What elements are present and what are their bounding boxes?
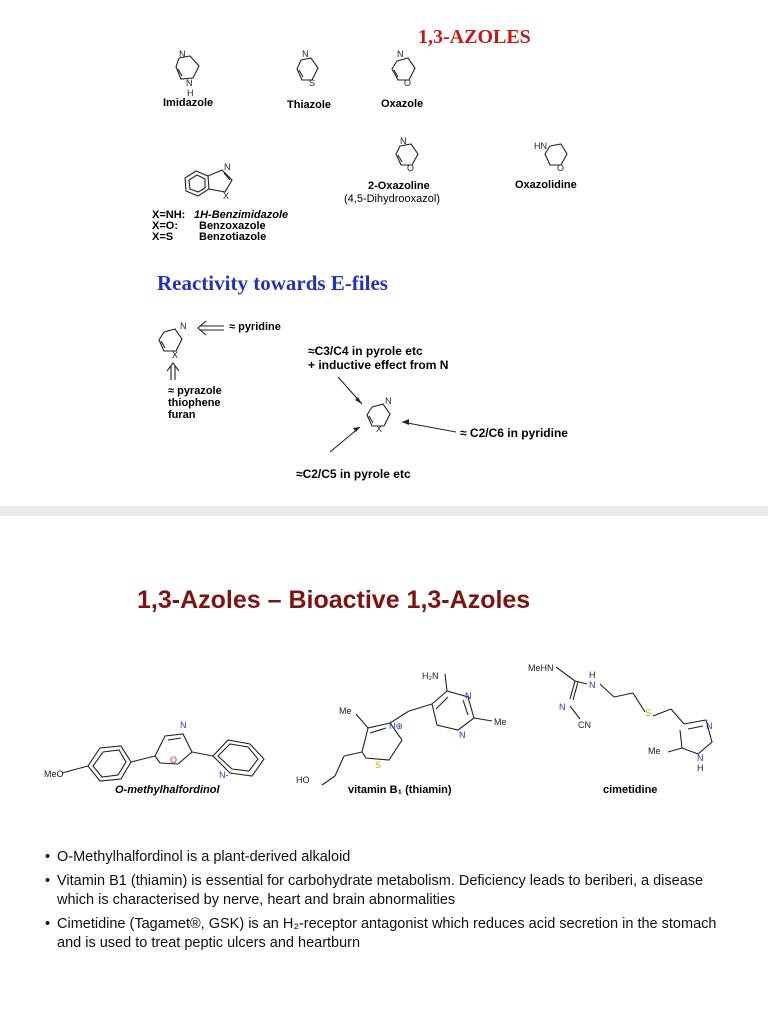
- thiazole-structure: [297, 58, 318, 80]
- key-benzotiazole: Benzotiazole: [199, 231, 267, 243]
- atom-s: S: [645, 708, 652, 718]
- atom-n: N: [400, 136, 407, 146]
- atom-n-plus: N⊕: [389, 721, 404, 731]
- atom-n: N: [397, 49, 404, 59]
- cimetidine-label: cimetidine: [603, 784, 658, 796]
- halfordinol-label: [115, 784, 220, 796]
- key-x-s: X=S: [152, 231, 174, 243]
- atom-o: O: [557, 163, 565, 173]
- slide-1-structures: [0, 0, 768, 506]
- bullet-dot: •: [45, 916, 51, 932]
- atom-hn: HN: [534, 141, 547, 151]
- atom-me: Me: [648, 746, 661, 756]
- arrow-c2c6: [402, 422, 456, 432]
- bullet-dot: •: [45, 849, 51, 865]
- bullet-item-1: [45, 848, 717, 867]
- key-benzimidazole: 1H-Benzimidazole: [194, 209, 289, 221]
- o-methylhalfordinol-structure: [62, 734, 264, 781]
- atom-x: X: [376, 424, 383, 434]
- atom-h2n: H₂N: [422, 671, 439, 681]
- slide-2-title: 1,3-Azoles – Bioactive 1,3-Azoles: [137, 586, 531, 614]
- imidazole-label: Imidazole: [163, 97, 214, 109]
- atom-n: N: [459, 730, 466, 740]
- atom-n: N: [224, 162, 231, 172]
- bullet-item-2: [45, 872, 707, 910]
- slide-1-azoles-overview: [0, 0, 768, 506]
- oxazoline-structure: [396, 144, 418, 165]
- atom-n: N: [180, 720, 187, 730]
- note-inductive: + inductive effect from N: [308, 358, 449, 372]
- bullet-item-3: [45, 915, 717, 953]
- atom-h: H: [187, 88, 194, 98]
- oxazoline-label: 2-Oxazoline: [368, 180, 430, 192]
- note-thiophene: thiophene: [168, 397, 221, 409]
- note-c2c5: ≈C2/C5 in pyrole etc: [296, 467, 411, 481]
- atom-n: N: [697, 753, 704, 763]
- atom-n: N: [706, 721, 713, 731]
- atom-n: N-: [219, 770, 229, 780]
- slide-2-bioactive-azoles: [0, 516, 768, 1024]
- cimetidine-structure: [556, 667, 712, 754]
- halfordinol-label-text: O-methylhalfordinol: [115, 784, 220, 796]
- atom-n: N: [302, 49, 309, 59]
- thiamin-label: vitamin B₁ (thiamin): [348, 784, 452, 796]
- atom-n: N: [465, 691, 472, 701]
- atom-x: X: [223, 191, 230, 201]
- atom-n: N: [180, 321, 187, 331]
- key-benzoxazole: Benzoxazole: [199, 220, 266, 232]
- atom-h: H: [589, 670, 596, 680]
- atom-s: S: [309, 78, 316, 88]
- imidazole-structure: [176, 56, 199, 79]
- reactivity-azole-left: [159, 329, 182, 351]
- atom-o: O: [170, 755, 178, 765]
- note-pyrazole: ≈ pyrazole: [168, 385, 222, 397]
- slide-1-title: 1,3-AZOLES: [418, 26, 531, 48]
- note-furan: furan: [168, 409, 196, 421]
- note-c2c6: ≈ C2/C6 in pyridine: [460, 426, 568, 440]
- atom-x: X: [172, 350, 179, 360]
- bullet-dot: •: [45, 873, 51, 889]
- atom-o: O: [404, 78, 412, 88]
- atom-n: N: [385, 396, 392, 406]
- reactivity-azole-center: [367, 404, 390, 426]
- slide-1-subtitle: Reactivity towards E-files: [157, 271, 388, 295]
- atom-ho: HO: [296, 775, 310, 785]
- key-x-o: X=O:: [152, 220, 178, 232]
- note-pyridine: ≈ pyridine: [229, 321, 281, 333]
- atom-n: N: [186, 78, 193, 88]
- bullet-text: Vitamin B1 (thiamin) is essential for carbohydrate metabolism. Deficiency leads to beriberi, a disease which is characterised by nerve, heart and brain abnormalities: [57, 873, 704, 908]
- note-c3c4: ≈C3/C4 in pyrole etc: [308, 344, 423, 358]
- atom-me: Me: [339, 706, 352, 716]
- oxazoline-alt-label: (4,5-Dihydrooxazol): [344, 193, 440, 205]
- atom-n: N: [589, 680, 596, 690]
- atom-o: O: [407, 163, 415, 173]
- atom-n: N: [559, 702, 566, 712]
- oxazole-structure: [392, 58, 415, 80]
- oxazolidine-label: Oxazolidine: [515, 179, 577, 191]
- thiazole-label: Thiazole: [287, 99, 332, 111]
- atom-mehn: MeHN: [528, 663, 554, 673]
- bullet-text: O-Methylhalfordinol is a plant-derived alkaloid: [57, 849, 351, 865]
- oxazolidine-structure: [545, 144, 567, 165]
- atom-me: Me: [494, 717, 507, 727]
- atom-n: N: [179, 49, 186, 59]
- oxazole-label: Oxazole: [381, 98, 424, 110]
- atom-meo: MeO: [44, 769, 64, 779]
- atom-s: S: [375, 760, 382, 770]
- key-x-nh: X=NH:: [152, 209, 186, 221]
- atom-h: H: [697, 763, 704, 773]
- atom-cn: CN: [578, 720, 591, 730]
- bullet-text: Cimetidine (Tagamet®, GSK) is an H₂-receptor antagonist which reduces acid secretion in the stomach and is used to treat peptic ulcers and heartburn: [57, 916, 717, 951]
